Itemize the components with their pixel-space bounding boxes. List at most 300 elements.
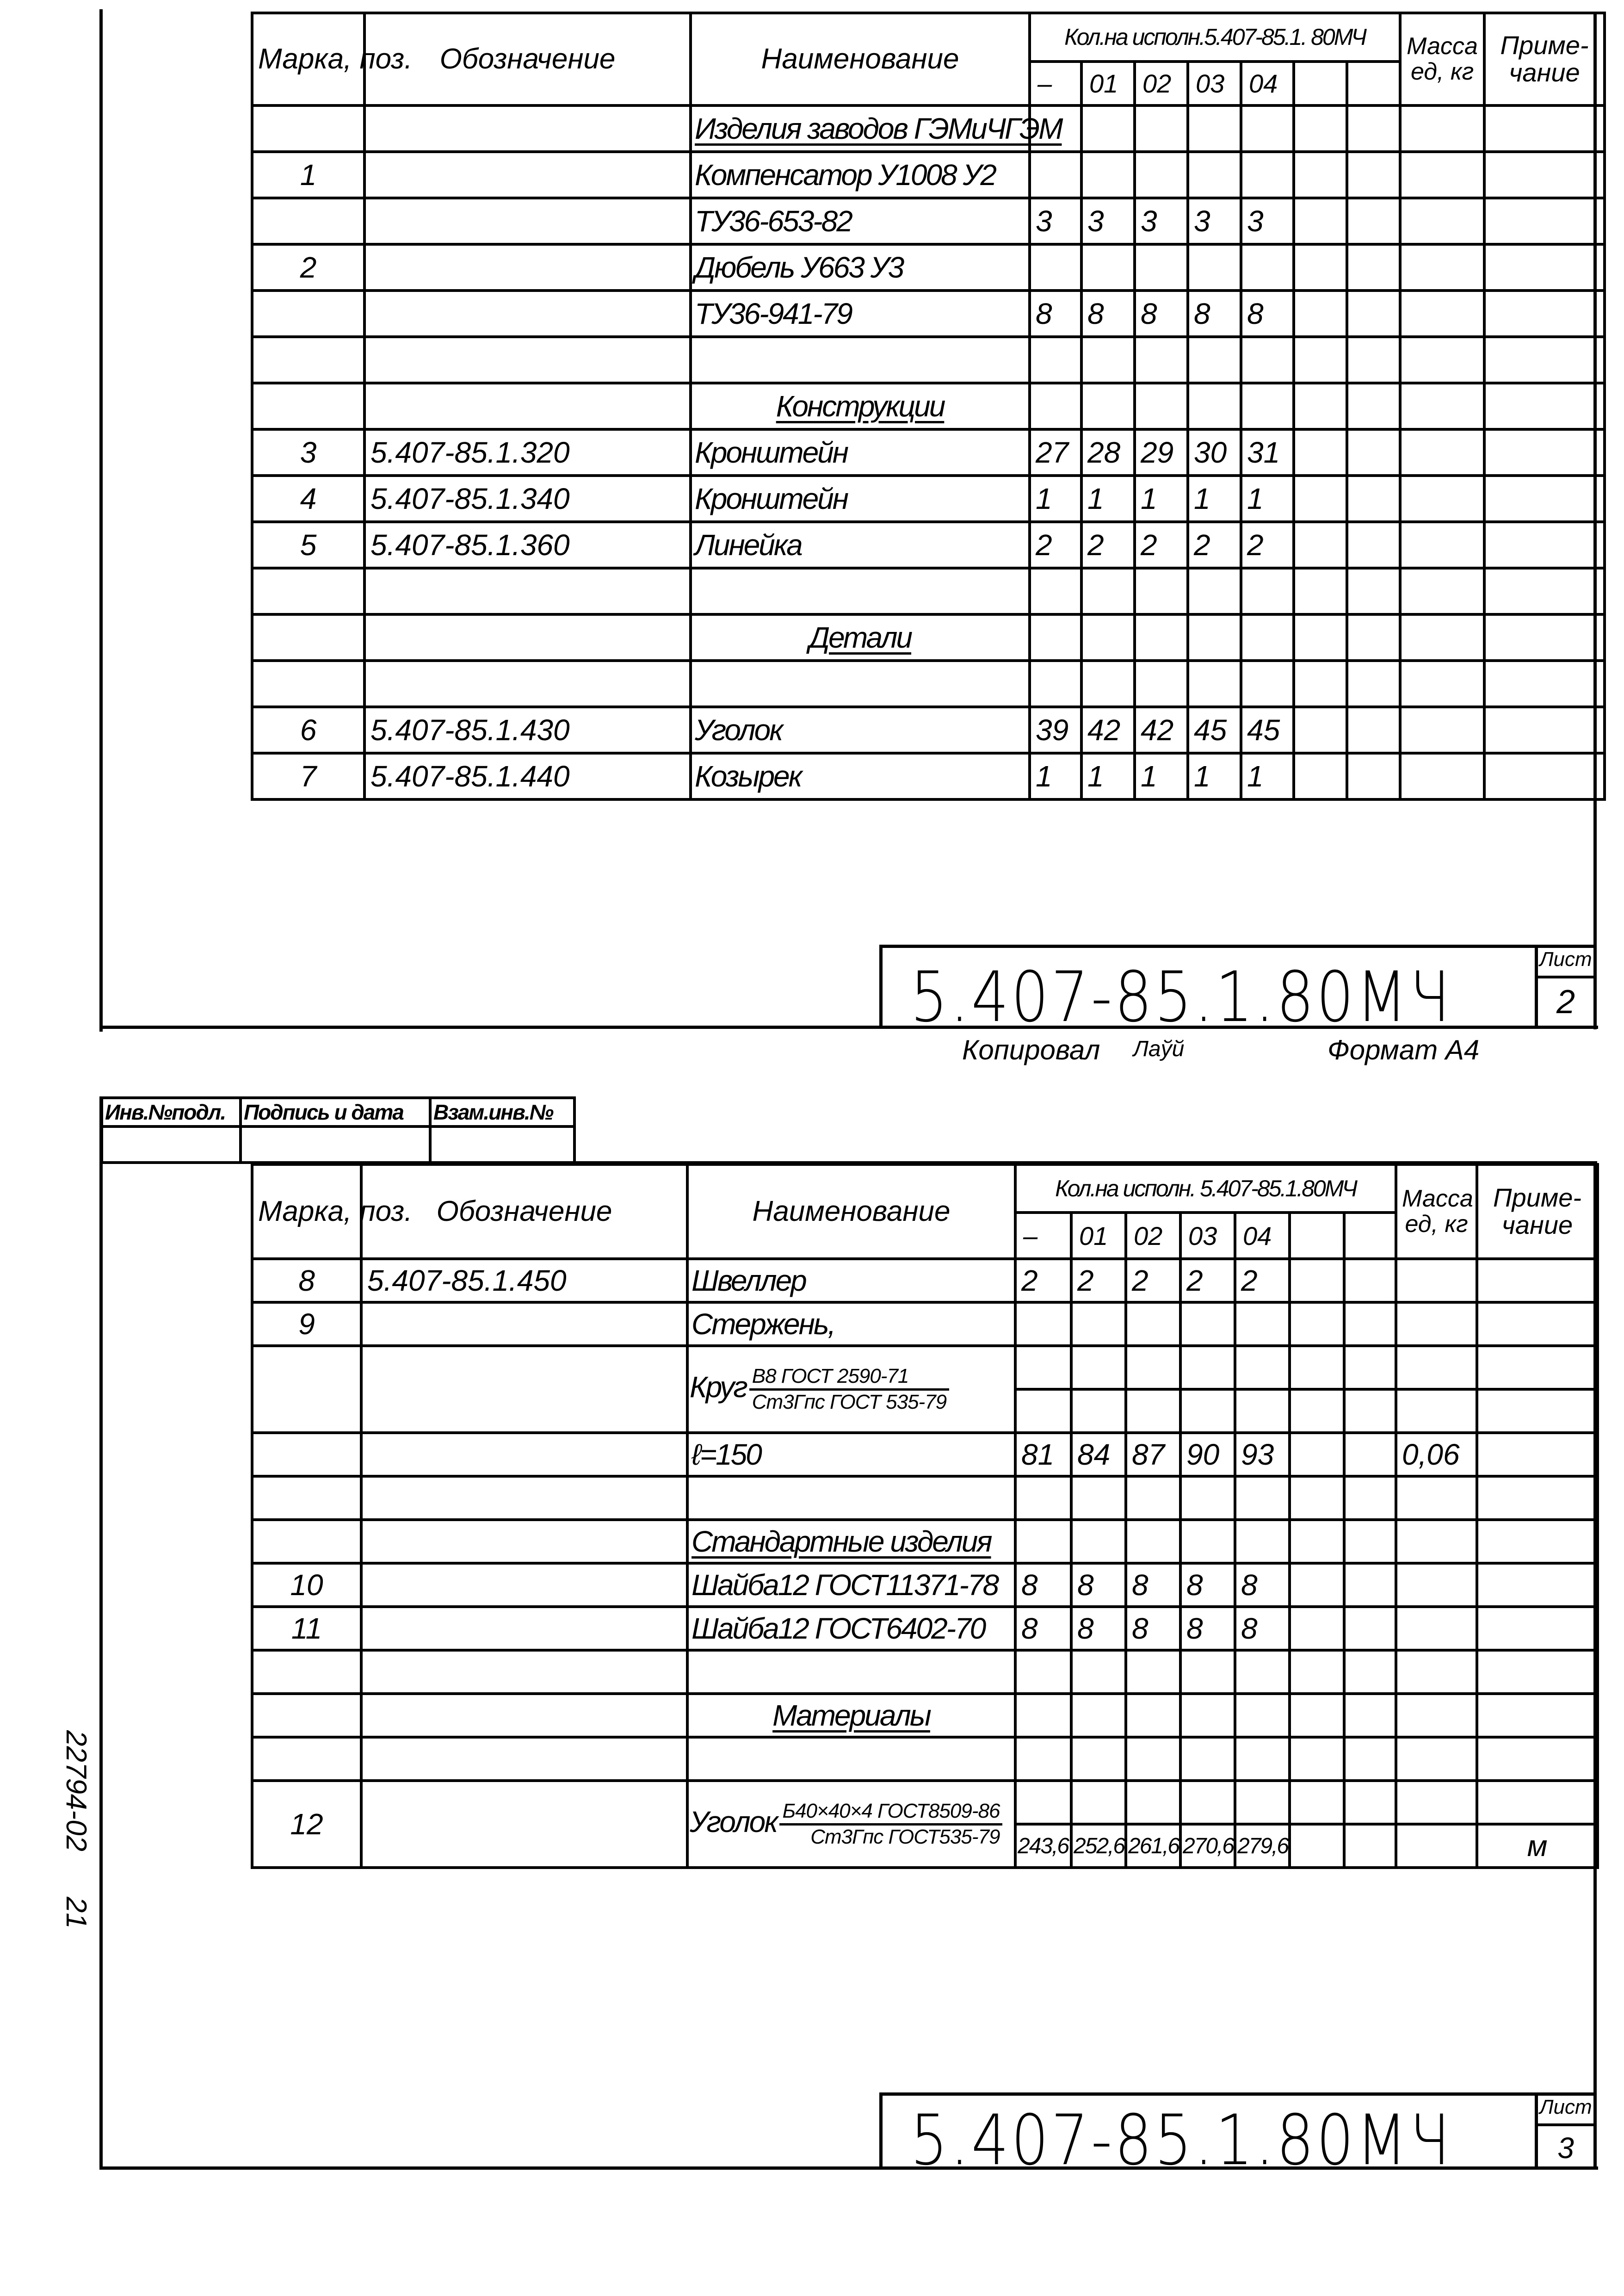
qty-cell bbox=[1294, 244, 1347, 291]
fraction-numerator: Б40×40×4 ГОСТ8509-86 bbox=[779, 1800, 1002, 1826]
note-cell bbox=[1484, 244, 1605, 291]
note-cell bbox=[1484, 198, 1605, 244]
mark-cell: 1 bbox=[252, 152, 364, 198]
mass-cell bbox=[1400, 244, 1484, 291]
qty-cell bbox=[1344, 1824, 1396, 1868]
note-cell bbox=[1484, 753, 1605, 799]
mark-cell bbox=[252, 1650, 361, 1694]
table-row bbox=[252, 337, 1605, 383]
qty-cell bbox=[1347, 244, 1400, 291]
mass-cell bbox=[1396, 1737, 1477, 1781]
variant-4: 04 bbox=[1241, 62, 1294, 105]
note-cell bbox=[1477, 1476, 1598, 1520]
qty-cell bbox=[1344, 1694, 1396, 1737]
table-row bbox=[252, 105, 1605, 152]
qty-cell bbox=[1344, 1433, 1396, 1476]
designation-cell bbox=[364, 105, 691, 152]
drawing-code: 5.407-85.1.80МЧ bbox=[910, 2100, 1452, 2181]
qty-cell bbox=[1347, 522, 1400, 568]
name-cell bbox=[687, 1781, 1015, 1868]
sheet-number: 2 bbox=[1556, 984, 1575, 1021]
table-row bbox=[252, 1781, 1598, 1824]
qty-cell bbox=[1135, 661, 1188, 707]
table-row bbox=[252, 1737, 1598, 1781]
designation-cell: 5.407-85.1.440 bbox=[364, 753, 691, 799]
qty-cell: 2 bbox=[1235, 1259, 1290, 1302]
name-text: Козырек bbox=[695, 760, 801, 793]
table-row bbox=[252, 476, 1605, 522]
note-cell bbox=[1484, 707, 1605, 753]
designation-cell bbox=[364, 198, 691, 244]
name-cell bbox=[691, 522, 1030, 568]
designation-cell bbox=[361, 1433, 687, 1476]
qty-cell bbox=[1071, 1694, 1126, 1737]
empty-cell bbox=[1071, 1781, 1126, 1824]
qty-cell bbox=[1347, 568, 1400, 614]
qty-cell: 28 bbox=[1081, 429, 1135, 476]
mass-cell bbox=[1396, 1520, 1477, 1563]
name-cell bbox=[691, 568, 1030, 614]
table-row bbox=[252, 1563, 1598, 1607]
name-text: Детали bbox=[809, 621, 912, 654]
qty-cell bbox=[1294, 476, 1347, 522]
empty-cell bbox=[1126, 1346, 1180, 1389]
qty-cell bbox=[1030, 568, 1081, 614]
qty-cell: 8 bbox=[1126, 1563, 1180, 1607]
header-note: Приме- чание bbox=[1484, 13, 1605, 105]
note-cell bbox=[1477, 1389, 1598, 1433]
qty-cell: 1 bbox=[1135, 476, 1188, 522]
table-row bbox=[252, 661, 1605, 707]
table-row bbox=[252, 1650, 1598, 1694]
note-cell bbox=[1477, 1563, 1598, 1607]
qty-cell: 8 bbox=[1071, 1563, 1126, 1607]
sheet-number-box bbox=[1535, 2096, 1593, 2166]
name-text: Стандартные изделия bbox=[692, 1525, 991, 1558]
mark-cell bbox=[252, 1433, 361, 1476]
qty-cell bbox=[1347, 429, 1400, 476]
fraction-numerator: В8 ГОСТ 2590-71 bbox=[749, 1365, 949, 1391]
qty-cell bbox=[1071, 1737, 1126, 1781]
qty-cell bbox=[1241, 152, 1294, 198]
qty-cell: 8 bbox=[1235, 1607, 1290, 1650]
designation-cell bbox=[361, 1781, 687, 1868]
name-cell bbox=[691, 244, 1030, 291]
header-designation: Обозначение bbox=[364, 13, 691, 105]
qty-cell bbox=[1188, 337, 1241, 383]
designation-cell bbox=[361, 1302, 687, 1346]
qty-cell: 2 bbox=[1081, 522, 1135, 568]
qty-cell bbox=[1015, 1737, 1071, 1781]
fraction-denominator: Ст3Гпс ГОСТ 535-79 bbox=[752, 1390, 947, 1413]
mark-cell bbox=[252, 568, 364, 614]
designation-cell bbox=[364, 383, 691, 429]
name-text: Шайба12 ГОСТ6402-70 bbox=[692, 1612, 985, 1645]
name-cell bbox=[691, 707, 1030, 753]
qty-cell bbox=[1188, 105, 1241, 152]
empty-cell bbox=[1180, 1346, 1235, 1389]
header-note: Приме- чание bbox=[1477, 1164, 1598, 1259]
note-cell: м bbox=[1477, 1824, 1598, 1868]
mark-cell bbox=[252, 1520, 361, 1563]
mark-cell: 10 bbox=[252, 1563, 361, 1607]
variant-0: – bbox=[1030, 62, 1081, 105]
designation-cell bbox=[364, 661, 691, 707]
qty-cell: 252,6 bbox=[1071, 1824, 1126, 1868]
qty-cell: 2 bbox=[1071, 1259, 1126, 1302]
name-text: Стержень, bbox=[692, 1307, 835, 1341]
name-text: Материалы bbox=[772, 1699, 930, 1732]
header-qty-title: Кол.на исполн.5.407-85.1. 80МЧ bbox=[1030, 13, 1400, 62]
qty-cell: 8 bbox=[1188, 291, 1241, 337]
qty-cell bbox=[1294, 152, 1347, 198]
qty-cell bbox=[1344, 1476, 1396, 1520]
qty-cell: 8 bbox=[1030, 291, 1081, 337]
qty-cell bbox=[1081, 244, 1135, 291]
table-row bbox=[252, 1520, 1598, 1563]
name-cell bbox=[691, 105, 1062, 152]
archive-number: 22794-02 bbox=[60, 1730, 92, 1852]
qty-cell bbox=[1030, 152, 1081, 198]
qty-cell bbox=[1126, 1694, 1180, 1737]
designation-cell bbox=[361, 1694, 687, 1737]
replacement-inventory-label: Взам.инв.№ bbox=[430, 1098, 574, 1126]
designation-cell bbox=[364, 337, 691, 383]
empty-cell bbox=[1180, 1781, 1235, 1824]
designation-cell bbox=[364, 244, 691, 291]
qty-cell: 1 bbox=[1135, 753, 1188, 799]
name-cell bbox=[691, 661, 1030, 707]
mark-cell bbox=[252, 614, 364, 661]
mark-cell: 9 bbox=[252, 1302, 361, 1346]
qty-cell: 39 bbox=[1030, 707, 1081, 753]
qty-cell: 42 bbox=[1081, 707, 1135, 753]
qty-cell bbox=[1015, 1476, 1071, 1520]
qty-cell bbox=[1241, 244, 1294, 291]
qty-cell: 8 bbox=[1235, 1563, 1290, 1607]
qty-cell bbox=[1015, 1694, 1071, 1737]
sheet-number-box bbox=[1535, 948, 1593, 1026]
table-row bbox=[252, 152, 1605, 198]
inventory-stamp bbox=[100, 1096, 576, 1164]
qty-cell bbox=[1290, 1476, 1344, 1520]
name-text: Линейка bbox=[695, 528, 802, 562]
sheet2-spec-table bbox=[251, 1163, 1599, 1869]
empty-cell bbox=[1015, 1781, 1071, 1824]
designation-cell bbox=[361, 1650, 687, 1694]
note-cell bbox=[1484, 476, 1605, 522]
name-text: Компенсатор У1008 У2 bbox=[695, 158, 995, 192]
qty-cell: 8 bbox=[1135, 291, 1188, 337]
designation-cell bbox=[361, 1607, 687, 1650]
qty-cell bbox=[1241, 337, 1294, 383]
qty-cell: 2 bbox=[1135, 522, 1188, 568]
qty-cell: 3 bbox=[1188, 198, 1241, 244]
qty-cell bbox=[1180, 1694, 1235, 1737]
qty-cell: 1 bbox=[1241, 476, 1294, 522]
name-cell bbox=[687, 1737, 1015, 1781]
qty-cell bbox=[1344, 1563, 1396, 1607]
table-row bbox=[252, 1346, 1598, 1389]
note-cell bbox=[1477, 1607, 1598, 1650]
name-cell bbox=[687, 1520, 1015, 1563]
sheet1-title-block bbox=[879, 945, 1597, 1038]
mass-cell bbox=[1400, 476, 1484, 522]
table-row bbox=[252, 429, 1605, 476]
mass-cell bbox=[1396, 1302, 1477, 1346]
name-text: Швеллер bbox=[692, 1264, 806, 1297]
variant-6 bbox=[1344, 1213, 1396, 1259]
note-cell bbox=[1477, 1694, 1598, 1737]
qty-cell: 8 bbox=[1126, 1607, 1180, 1650]
qty-cell bbox=[1188, 614, 1241, 661]
name-text: Кронштейн bbox=[695, 436, 847, 469]
qty-cell bbox=[1180, 1476, 1235, 1520]
qty-cell: 2 bbox=[1241, 522, 1294, 568]
designation-cell: 5.407-85.1.340 bbox=[364, 476, 691, 522]
qty-cell bbox=[1135, 614, 1188, 661]
qty-cell bbox=[1015, 1302, 1071, 1346]
qty-cell bbox=[1015, 1389, 1071, 1433]
empty-cell bbox=[1015, 1346, 1071, 1389]
mark-cell bbox=[252, 198, 364, 244]
note-cell bbox=[1484, 429, 1605, 476]
name-cell bbox=[687, 1607, 1015, 1650]
designation-cell bbox=[364, 614, 691, 661]
mass-cell bbox=[1400, 429, 1484, 476]
qty-cell bbox=[1188, 152, 1241, 198]
qty-cell: 8 bbox=[1241, 291, 1294, 337]
sheet2-frame-left bbox=[99, 1096, 103, 2170]
qty-cell bbox=[1347, 337, 1400, 383]
qty-cell: 3 bbox=[1135, 198, 1188, 244]
designation-cell bbox=[361, 1346, 687, 1433]
mark-cell bbox=[252, 1346, 361, 1433]
mass-cell bbox=[1396, 1607, 1477, 1650]
qty-cell: 8 bbox=[1071, 1607, 1126, 1650]
qty-cell bbox=[1344, 1520, 1396, 1563]
empty-cell bbox=[1344, 1346, 1396, 1389]
name-cell bbox=[687, 1694, 1015, 1737]
qty-cell: 81 bbox=[1015, 1433, 1071, 1476]
qty-cell bbox=[1294, 568, 1347, 614]
name-cell bbox=[687, 1346, 1015, 1433]
empty-cell bbox=[1396, 1781, 1477, 1824]
qty-cell bbox=[1347, 291, 1400, 337]
mass-cell bbox=[1396, 1563, 1477, 1607]
mark-cell: 6 bbox=[252, 707, 364, 753]
empty-cell bbox=[1235, 1781, 1290, 1824]
empty-cell bbox=[1477, 1781, 1598, 1824]
variant-6 bbox=[1347, 62, 1400, 105]
margin-page-number: 21 bbox=[60, 1897, 92, 1929]
copied-by-label: Копировал bbox=[962, 1034, 1100, 1065]
variant-3: 03 bbox=[1188, 62, 1241, 105]
table-row bbox=[252, 291, 1605, 337]
qty-cell bbox=[1081, 337, 1135, 383]
qty-cell: 30 bbox=[1188, 429, 1241, 476]
qty-cell bbox=[1347, 661, 1400, 707]
qty-cell bbox=[1290, 1433, 1344, 1476]
name-cell bbox=[691, 383, 1030, 429]
mass-cell bbox=[1400, 198, 1484, 244]
name-cell bbox=[691, 198, 1030, 244]
table-row bbox=[252, 522, 1605, 568]
variant-3: 03 bbox=[1180, 1213, 1235, 1259]
qty-cell: 8 bbox=[1180, 1563, 1235, 1607]
sheet1-spec-table bbox=[251, 12, 1606, 801]
note-cell bbox=[1477, 1737, 1598, 1781]
qty-cell bbox=[1344, 1607, 1396, 1650]
mass-cell bbox=[1396, 1824, 1477, 1868]
qty-cell bbox=[1126, 1302, 1180, 1346]
qty-cell bbox=[1290, 1824, 1344, 1868]
qty-cell bbox=[1235, 1737, 1290, 1781]
qty-cell bbox=[1126, 1737, 1180, 1781]
fraction-denominator: Ст3Гпс ГОСТ535-79 bbox=[810, 1825, 1000, 1848]
name-text: Круг bbox=[690, 1370, 747, 1404]
name-text: ℓ=150 bbox=[692, 1438, 761, 1471]
designation-cell: 5.407-85.1.450 bbox=[361, 1259, 687, 1302]
designation-cell bbox=[361, 1476, 687, 1520]
qty-cell bbox=[1344, 1259, 1396, 1302]
qty-cell: 243,6 bbox=[1015, 1824, 1071, 1868]
mark-cell bbox=[252, 1737, 361, 1781]
empty-cell bbox=[1290, 1781, 1344, 1824]
inventory-number-label: Инв.№подл. bbox=[102, 1098, 241, 1126]
note-cell bbox=[1484, 522, 1605, 568]
qty-cell bbox=[1071, 1302, 1126, 1346]
qty-cell bbox=[1081, 614, 1135, 661]
qty-cell bbox=[1135, 568, 1188, 614]
qty-cell: 261,6 bbox=[1126, 1824, 1180, 1868]
variant-1: 01 bbox=[1081, 62, 1135, 105]
mark-cell bbox=[252, 337, 364, 383]
mass-cell bbox=[1400, 568, 1484, 614]
table-row bbox=[252, 1476, 1598, 1520]
fraction bbox=[749, 1365, 949, 1414]
drawing-code: 5.407-85.1.80МЧ bbox=[910, 957, 1452, 1038]
empty-cell bbox=[1396, 1346, 1477, 1389]
note-cell bbox=[1484, 661, 1605, 707]
name-text: Шайба12 ГОСТ11371-78 bbox=[692, 1568, 998, 1602]
note-cell bbox=[1484, 105, 1605, 152]
qty-cell bbox=[1290, 1259, 1344, 1302]
qty-cell bbox=[1290, 1607, 1344, 1650]
qty-cell: 2 bbox=[1126, 1259, 1180, 1302]
name-cell bbox=[687, 1302, 1015, 1346]
qty-cell bbox=[1071, 1650, 1126, 1694]
table-row bbox=[252, 1433, 1598, 1476]
qty-cell: 8 bbox=[1180, 1607, 1235, 1650]
copied-signature: Лаўй bbox=[1133, 1037, 1185, 1061]
qty-cell bbox=[1290, 1694, 1344, 1737]
name-text: Дюбель У663 У3 bbox=[695, 251, 903, 284]
qty-cell bbox=[1126, 1476, 1180, 1520]
qty-cell: 45 bbox=[1241, 707, 1294, 753]
qty-cell: 8 bbox=[1015, 1607, 1071, 1650]
inventory-number-cell bbox=[102, 1126, 241, 1163]
mass-cell bbox=[1400, 707, 1484, 753]
qty-cell bbox=[1030, 244, 1081, 291]
qty-cell bbox=[1344, 1737, 1396, 1781]
qty-cell: 1 bbox=[1030, 476, 1081, 522]
qty-cell: 1 bbox=[1030, 753, 1081, 799]
variant-4: 04 bbox=[1235, 1213, 1290, 1259]
name-cell bbox=[691, 152, 1030, 198]
qty-cell bbox=[1126, 1520, 1180, 1563]
qty-cell bbox=[1188, 661, 1241, 707]
qty-cell bbox=[1235, 1302, 1290, 1346]
designation-cell bbox=[361, 1737, 687, 1781]
mass-cell bbox=[1396, 1694, 1477, 1737]
qty-cell bbox=[1294, 383, 1347, 429]
qty-cell: 45 bbox=[1188, 707, 1241, 753]
qty-cell bbox=[1135, 105, 1188, 152]
qty-cell: 1 bbox=[1241, 753, 1294, 799]
qty-cell: 87 bbox=[1126, 1433, 1180, 1476]
qty-cell: 8 bbox=[1081, 291, 1135, 337]
qty-cell: 27 bbox=[1030, 429, 1081, 476]
table-row bbox=[252, 753, 1605, 799]
qty-cell bbox=[1081, 152, 1135, 198]
header-qty-title: Кол.на исполн. 5.407-85.1.80МЧ bbox=[1015, 1164, 1396, 1213]
mass-cell bbox=[1400, 337, 1484, 383]
mass-cell bbox=[1400, 152, 1484, 198]
variant-1: 01 bbox=[1071, 1213, 1126, 1259]
qty-cell bbox=[1290, 1650, 1344, 1694]
designation-cell: 5.407-85.1.360 bbox=[364, 522, 691, 568]
qty-cell bbox=[1071, 1389, 1126, 1433]
name-text: Изделия заводов ГЭМиЧГЭМ bbox=[695, 112, 1062, 145]
empty-cell bbox=[1126, 1781, 1180, 1824]
mass-cell bbox=[1396, 1476, 1477, 1520]
name-cell bbox=[691, 337, 1030, 383]
qty-cell bbox=[1188, 383, 1241, 429]
name-text: Кронштейн bbox=[695, 482, 847, 515]
qty-cell bbox=[1294, 337, 1347, 383]
name-cell bbox=[691, 614, 1030, 661]
mark-cell bbox=[252, 1476, 361, 1520]
name-text: Конструкции bbox=[776, 390, 945, 423]
qty-cell bbox=[1347, 707, 1400, 753]
table-row bbox=[252, 614, 1605, 661]
name-cell bbox=[691, 291, 1030, 337]
header-mass: Масса ед, кг bbox=[1400, 13, 1484, 105]
qty-cell bbox=[1135, 337, 1188, 383]
qty-cell bbox=[1188, 568, 1241, 614]
qty-cell bbox=[1071, 1476, 1126, 1520]
qty-cell bbox=[1135, 152, 1188, 198]
mark-cell: 2 bbox=[252, 244, 364, 291]
table-row bbox=[252, 1694, 1598, 1737]
fraction bbox=[779, 1800, 1002, 1849]
qty-cell: 2 bbox=[1015, 1259, 1071, 1302]
sheet-label: Лист bbox=[1538, 2096, 1593, 2126]
note-cell bbox=[1477, 1650, 1598, 1694]
qty-cell bbox=[1235, 1520, 1290, 1563]
qty-cell bbox=[1290, 1563, 1344, 1607]
qty-cell: 1 bbox=[1081, 476, 1135, 522]
qty-cell bbox=[1081, 383, 1135, 429]
qty-cell bbox=[1294, 707, 1347, 753]
mark-cell: 5 bbox=[252, 522, 364, 568]
qty-cell bbox=[1347, 614, 1400, 661]
qty-cell: 279,6 bbox=[1235, 1824, 1290, 1868]
qty-cell: 1 bbox=[1188, 476, 1241, 522]
mass-cell bbox=[1396, 1650, 1477, 1694]
mark-cell: 12 bbox=[252, 1781, 361, 1868]
